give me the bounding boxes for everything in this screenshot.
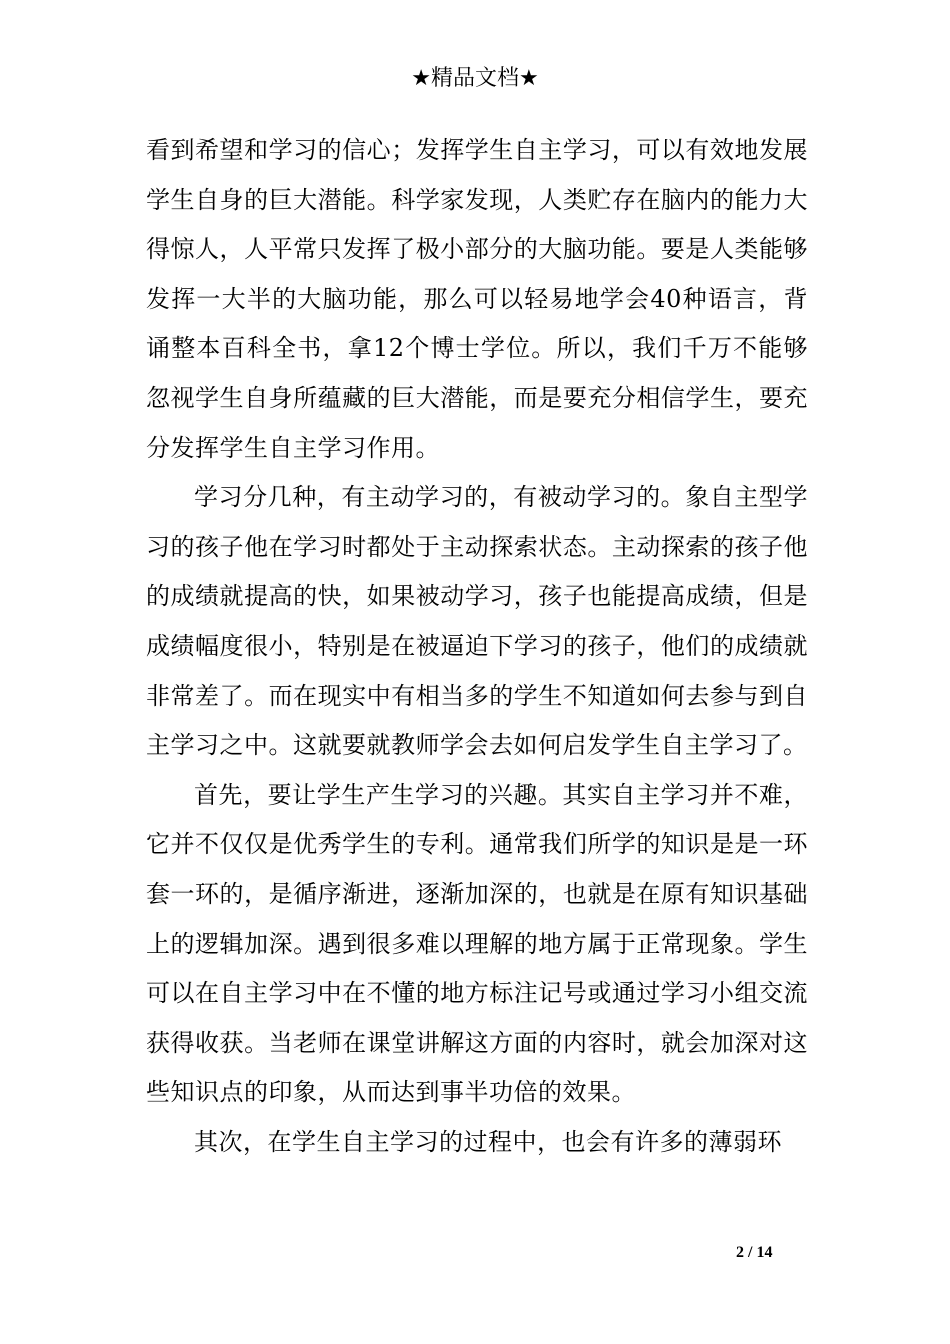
paragraph-1: 看到希望和学习的信心；发挥学生自主学习，可以有效地发展学生自身的巨大潜能。科学家发现，人类贮存在脑内的能力大得惊人，人平常只发挥了极小部分的大脑功能。要是人类能够发挥一大半的大脑功能，那么可以轻易地学会40种语言，背诵整本百科全书，拿12个博士学位。所以，我们千万不能够忽视学生自身所蕴藏的巨大潜能，而是要充分相信学生，要充分发挥学生自主学习作用。 xyxy=(146,136,808,462)
paragraph-3: 首先，要让学生产生学习的兴趣。其实自主学习并不难，它并不仅仅是优秀学生的专利。通常我们所学的知识是是一环套一环的，是循序渐进，逐渐加深的，也就是在原有知识基础上的逻辑加深。遇到很多难以理解的地方属于正常现象。学生可以在自主学习中在不懂的地方标注记号或通过学习小组交流获得收获。当老师在课堂讲解这方面的内容时，就会加深对这些知识点的印象，从而达到事半功倍的效果。 xyxy=(146,780,808,1107)
page-header-title: ★精品文档★ xyxy=(411,66,539,91)
page-number: 2 / 14 xyxy=(736,1244,773,1261)
paragraph-2: 学习分几种，有主动学习的，有被动学习的。象自主型学习的孩子他在学习时都处于主动探索状态。主动探索的孩子他的成绩就提高的快，如果被动学习，孩子也能提高成绩，但是成绩幅度很小，特别是在被逼迫下学习的孩子，他们的成绩就非常差了。而在现实中有相当多的学生不知道如何去参与到自主学习之中。这就要就教师学会去如何启发学生自主学习了。 xyxy=(146,483,808,760)
paragraph-4: 其次，在学生自主学习的过程中，也会有许多的薄弱环 xyxy=(194,1127,782,1156)
document-body xyxy=(146,126,808,1167)
